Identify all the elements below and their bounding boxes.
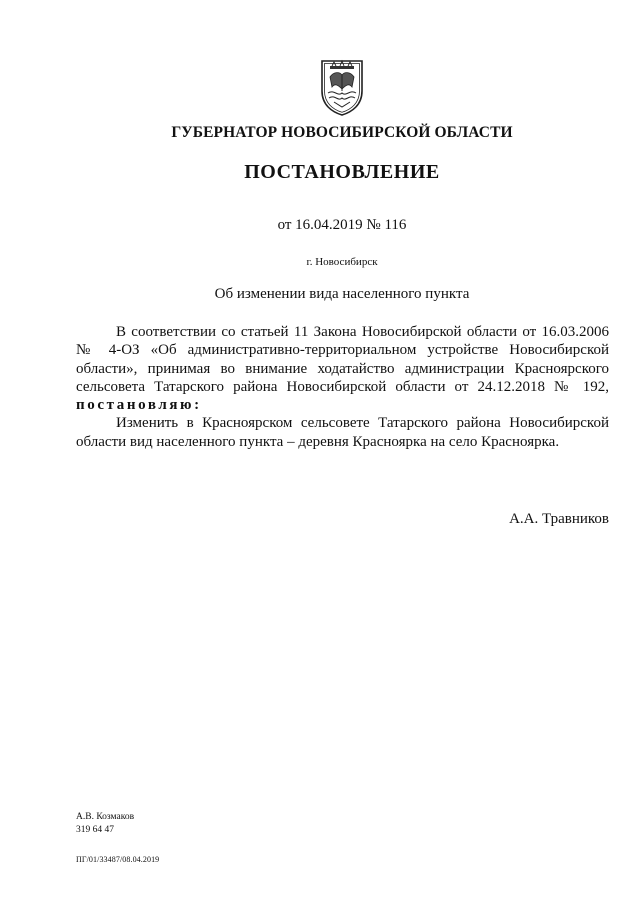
registration-code: ПГ/01/33487/08.04.2019 (76, 855, 160, 864)
body-paragraph: Изменить в Красноярском сельсовете Татарского района Новосибирской области вид населенного пункта – деревня Красноярка на село Красноярка. (76, 415, 609, 450)
document-city: г. Новосибирск (306, 256, 378, 268)
executor-block (76, 811, 134, 836)
preamble-text: В соответствии со статьей 11 Закона Новосибирской области от 16.03.2006 № 4-ОЗ «Об административно-территориальном устройстве Новосибирской области», принимая во внимание ходатайство администрации Красноярского сельсовета Татарского района Новосибирской области от 24.12.2018 № 192, (76, 324, 609, 395)
document-body (76, 323, 609, 451)
document-type: ПОСТАНОВЛЕНИЕ (244, 161, 440, 183)
body-paragraph (76, 323, 609, 414)
novosibirsk-coat-of-arms-icon (316, 57, 368, 117)
document-date-number: от 16.04.2019 № 116 (277, 217, 407, 233)
signature-name: А.А. Травников (509, 511, 609, 527)
org-title: ГУБЕРНАТОР НОВОСИБИРСКОЙ ОБЛАСТИ (171, 124, 513, 141)
document-subject: Об изменении вида населенного пункта (214, 286, 470, 302)
executor-phone: 319 64 47 (76, 824, 114, 835)
executor-name: А.В. Козмаков (76, 812, 135, 822)
decree-word: постановляю: (76, 397, 202, 414)
